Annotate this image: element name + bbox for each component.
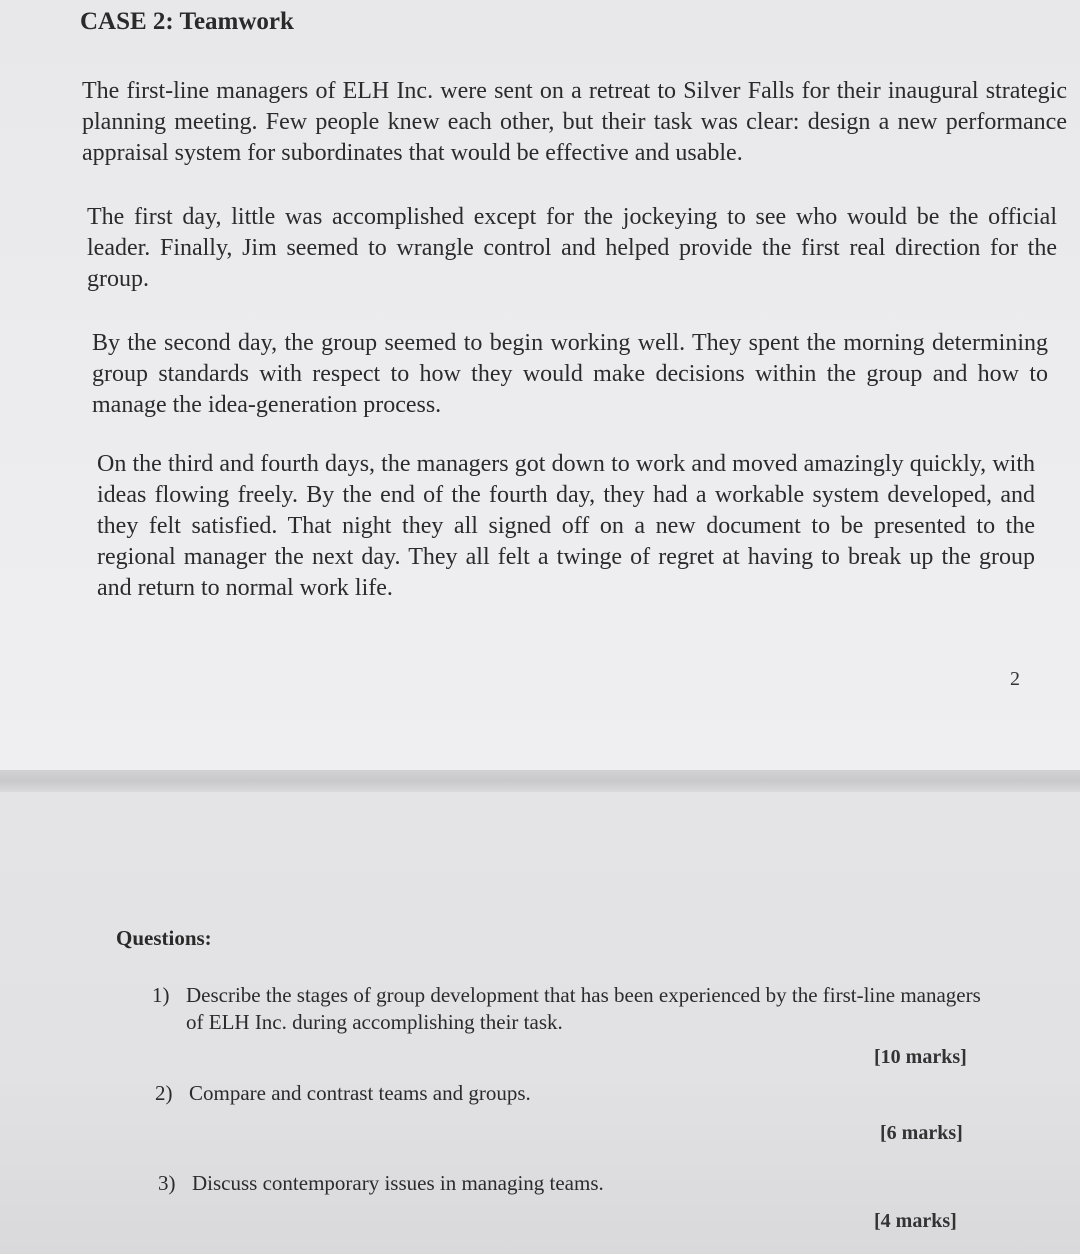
question-number: 3)	[158, 1171, 176, 1195]
case-paragraph-2: The first day, little was accomplished except for the jockeying to see who would be the official leader. Finally, Jim seemed to wrangle control and helped provide the first real direction for the group.	[87, 204, 1057, 292]
question-2	[155, 1080, 795, 1107]
questions-heading: Questions:	[116, 926, 212, 950]
question-3	[158, 1170, 798, 1197]
question-number: 1)	[152, 983, 170, 1007]
case-paragraph-3: By the second day, the group seemed to begin working well. They spent the morning determining group standards with respect to how they would make decisions within the group and how to manage the idea-generation process.	[92, 330, 1048, 418]
question-3-marks: [4 marks]	[874, 1210, 957, 1232]
case-paragraph-4: On the third and fourth days, the managers got down to work and moved amazingly quickly, with ideas flowing freely. By the end of the fourth day, they had a workable system developed, and they felt satisfied. That night they all signed off on a new document to be presented to the regional manager the next day. They all felt a twinge of regret at having to break up the group and return to normal work life.	[97, 451, 1035, 601]
question-text: Describe the stages of group development that has been experienced by the first-line managers of ELH Inc. during accomplishing their task.	[186, 983, 981, 1034]
case-title: CASE 2: Teamwork	[80, 8, 294, 35]
page-break	[0, 770, 1080, 792]
question-text: Discuss contemporary issues in managing teams.	[192, 1171, 604, 1195]
question-number: 2)	[155, 1081, 173, 1105]
page-number: 2	[1010, 668, 1020, 690]
question-1-marks: [10 marks]	[874, 1046, 967, 1068]
question-2-marks: [6 marks]	[880, 1122, 963, 1144]
question-1	[152, 982, 982, 1036]
question-text: Compare and contrast teams and groups.	[189, 1081, 531, 1105]
case-paragraph-1: The first-line managers of ELH Inc. were sent on a retreat to Silver Falls for their inaugural strategic planning meeting. Few people knew each other, but their task was clear: design a new performance appraisal system for subordinates that would be effective and usable.	[82, 78, 1067, 166]
